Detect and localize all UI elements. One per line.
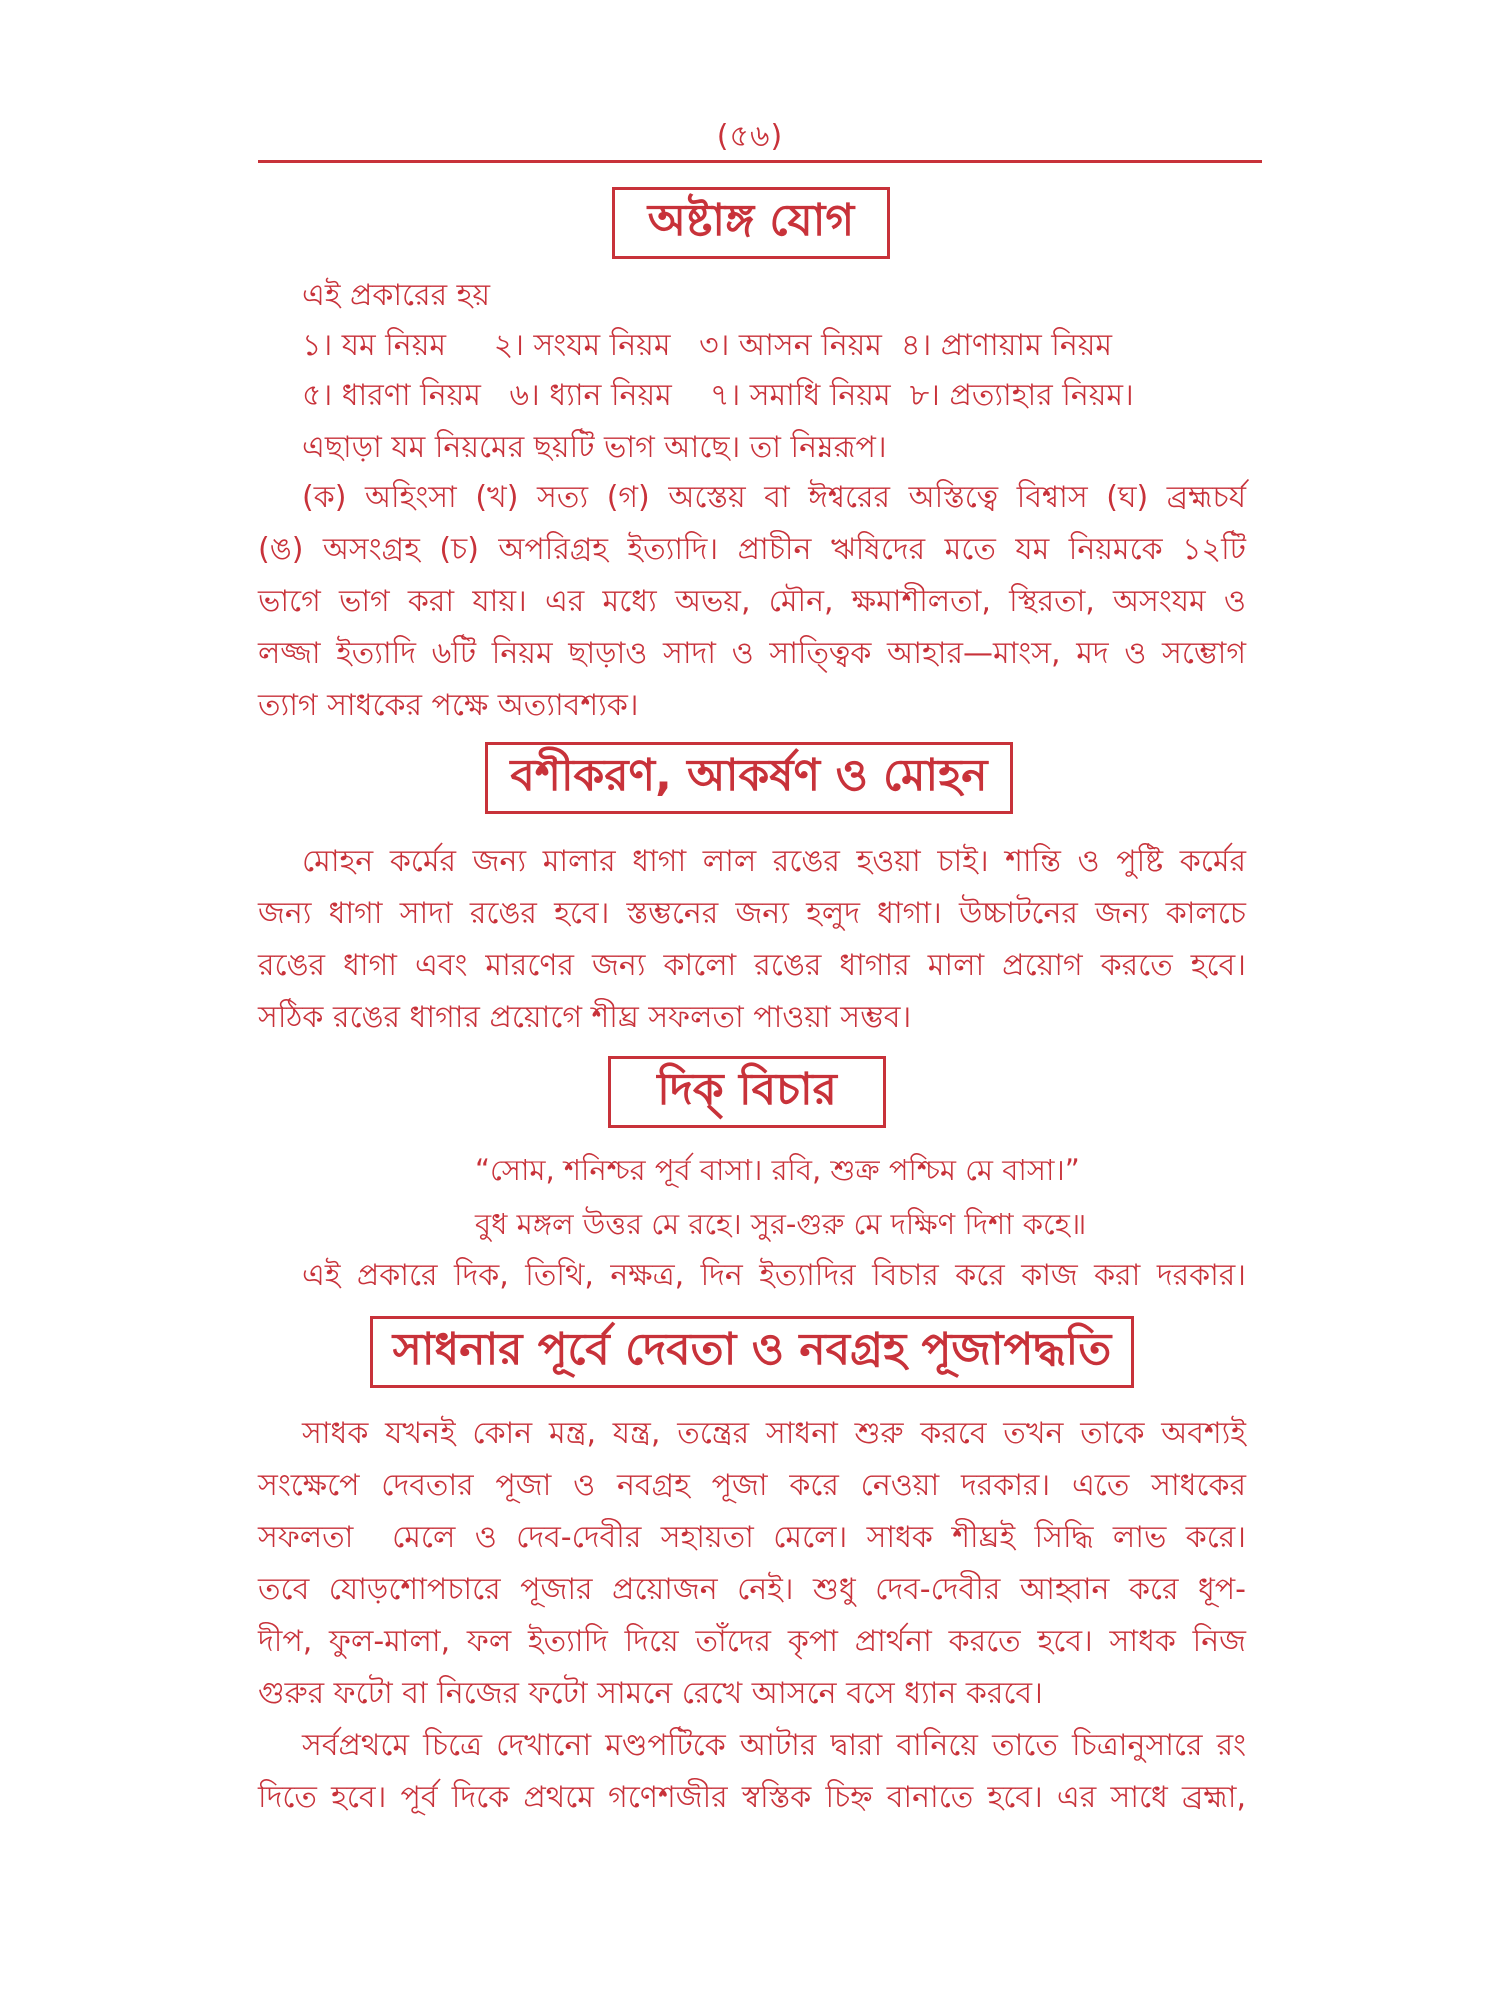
text-line: সর্বপ্রথমে চিত্রে দেখানো মণ্ডপটিকে আটার দ্বারা বানিয়ে তাতে চিত্রানুসারে রং <box>302 1728 1246 1763</box>
text-line: এছাড়া যম নিয়মের ছয়টি ভাগ আছে। তা নিম্নরূপ। <box>302 430 887 465</box>
text-line: রঙের ধাগা এবং মারণের জন্য কালো রঙের ধাগার মালা প্রয়োগ করতে হবে। <box>258 948 1246 983</box>
text-line: মোহন কর্মের জন্য মালার ধাগা লাল রঙের হওয়া চাই। শান্তি ও পুষ্টি কর্মের <box>302 844 1246 879</box>
text-line: (ঙ) অসংগ্রহ (চ) অপরিগ্রহ ইত্যাদি। প্রাচীন ঋষিদের মতে যম নিয়মকে ১২টি <box>258 532 1246 567</box>
text-line: (ক) অহিংসা (খ) সত্য (গ) অস্তেয় বা ঈশ্বরের অস্তিত্বে বিশ্বাস (ঘ) ব্রহ্মচর্য <box>302 480 1246 515</box>
heading-dik-vichar: দিক্ বিচার <box>608 1056 886 1128</box>
text-line: সাধক যখনই কোন মন্ত্র, যন্ত্র, তন্ত্রের সাধনা শুরু করবে তখন তাকে অবশ্যই <box>302 1416 1246 1451</box>
heading-vashikaran: বশীকরণ, আকর্ষণ ও মোহন <box>485 742 1013 814</box>
header-rule <box>258 160 1262 163</box>
text-line: তবে যোড়শোপচারে পূজার প্রয়োজন নেই। শুধু দেব-দেবীর আহ্বান করে ধূপ- <box>258 1572 1246 1607</box>
text-line: ১। যম নিয়ম ২। সংযম নিয়ম ৩। আসন নিয়ম ৪। প্রাণায়াম নিয়ম <box>302 328 1113 363</box>
text-line: জন্য ধাগা সাদা রঙের হবে। স্তম্ভনের জন্য হলুদ ধাগা। উচ্চাটনের জন্য কালচে <box>258 896 1246 931</box>
text-line: ভাগে ভাগ করা যায়। এর মধ্যে অভয়, মৌন, ক্ষমাশীলতা, স্থিরতা, অসংযম ও <box>258 584 1246 619</box>
text-line: ৫। ধারণা নিয়ম ৬। ধ্যান নিয়ম ৭। সমাধি নিয়ম ৮। প্রত্যাহার নিয়ম। <box>302 378 1134 413</box>
text-line: লজ্জা ইত্যাদি ৬টি নিয়ম ছাড়াও সাদা ও সাত্ত্বিক আহার—মাংস, মদ ও সম্ভোগ <box>258 636 1246 671</box>
page-number: (৫৬) <box>716 119 784 154</box>
text-line: এই প্রকারের হয় <box>302 278 491 313</box>
text-line: গুরুর ফটো বা নিজের ফটো সামনে রেখে আসনে বসে ধ্যান করবে। <box>258 1676 1043 1711</box>
verse-line: বুধ মঙ্গল উত্তর মে রহে। সুর-গুরু মে দক্ষিণ দিশা কহে॥ <box>475 1207 1087 1241</box>
text-line: ত্যাগ সাধকের পক্ষে অত্যাবশ্যক। <box>258 688 639 723</box>
text-line: সফলতা মেলে ও দেব-দেবীর সহায়তা মেলে। সাধক শীঘ্রই সিদ্ধি লাভ করে। <box>258 1520 1246 1555</box>
verse-line: “সোম, শনিশ্চর পূর্ব বাসা। রবি, শুক্র পশ্চিম মে বাসা।” <box>475 1153 1080 1187</box>
text-line: সঠিক রঙের ধাগার প্রয়োগে শীঘ্র সফলতা পাওয়া সম্ভব। <box>258 1000 912 1035</box>
heading-puja-paddhati: সাধনার পূর্বে দেবতা ও নবগ্রহ পূজাপদ্ধতি <box>370 1316 1134 1388</box>
text-line: দীপ, ফুল-মালা, ফল ইত্যাদি দিয়ে তাঁদের কৃপা প্রার্থনা করতে হবে। সাধক নিজ <box>258 1624 1246 1659</box>
text-line: দিতে হবে। পূর্ব দিকে প্রথমে গণেশজীর স্বস্তিক চিহ্ন বানাতে হবে। এর সাধে ব্রহ্মা, <box>258 1780 1246 1815</box>
heading-ashtanga-yoga: অষ্টাঙ্গ যোগ <box>612 187 890 259</box>
text-line: এই প্রকারে দিক, তিথি, নক্ষত্র, দিন ইত্যাদির বিচার করে কাজ করা দরকার। <box>302 1258 1246 1293</box>
text-line: সংক্ষেপে দেবতার পূজা ও নবগ্রহ পূজা করে নেওয়া দরকার। এতে সাধকের <box>258 1468 1246 1503</box>
